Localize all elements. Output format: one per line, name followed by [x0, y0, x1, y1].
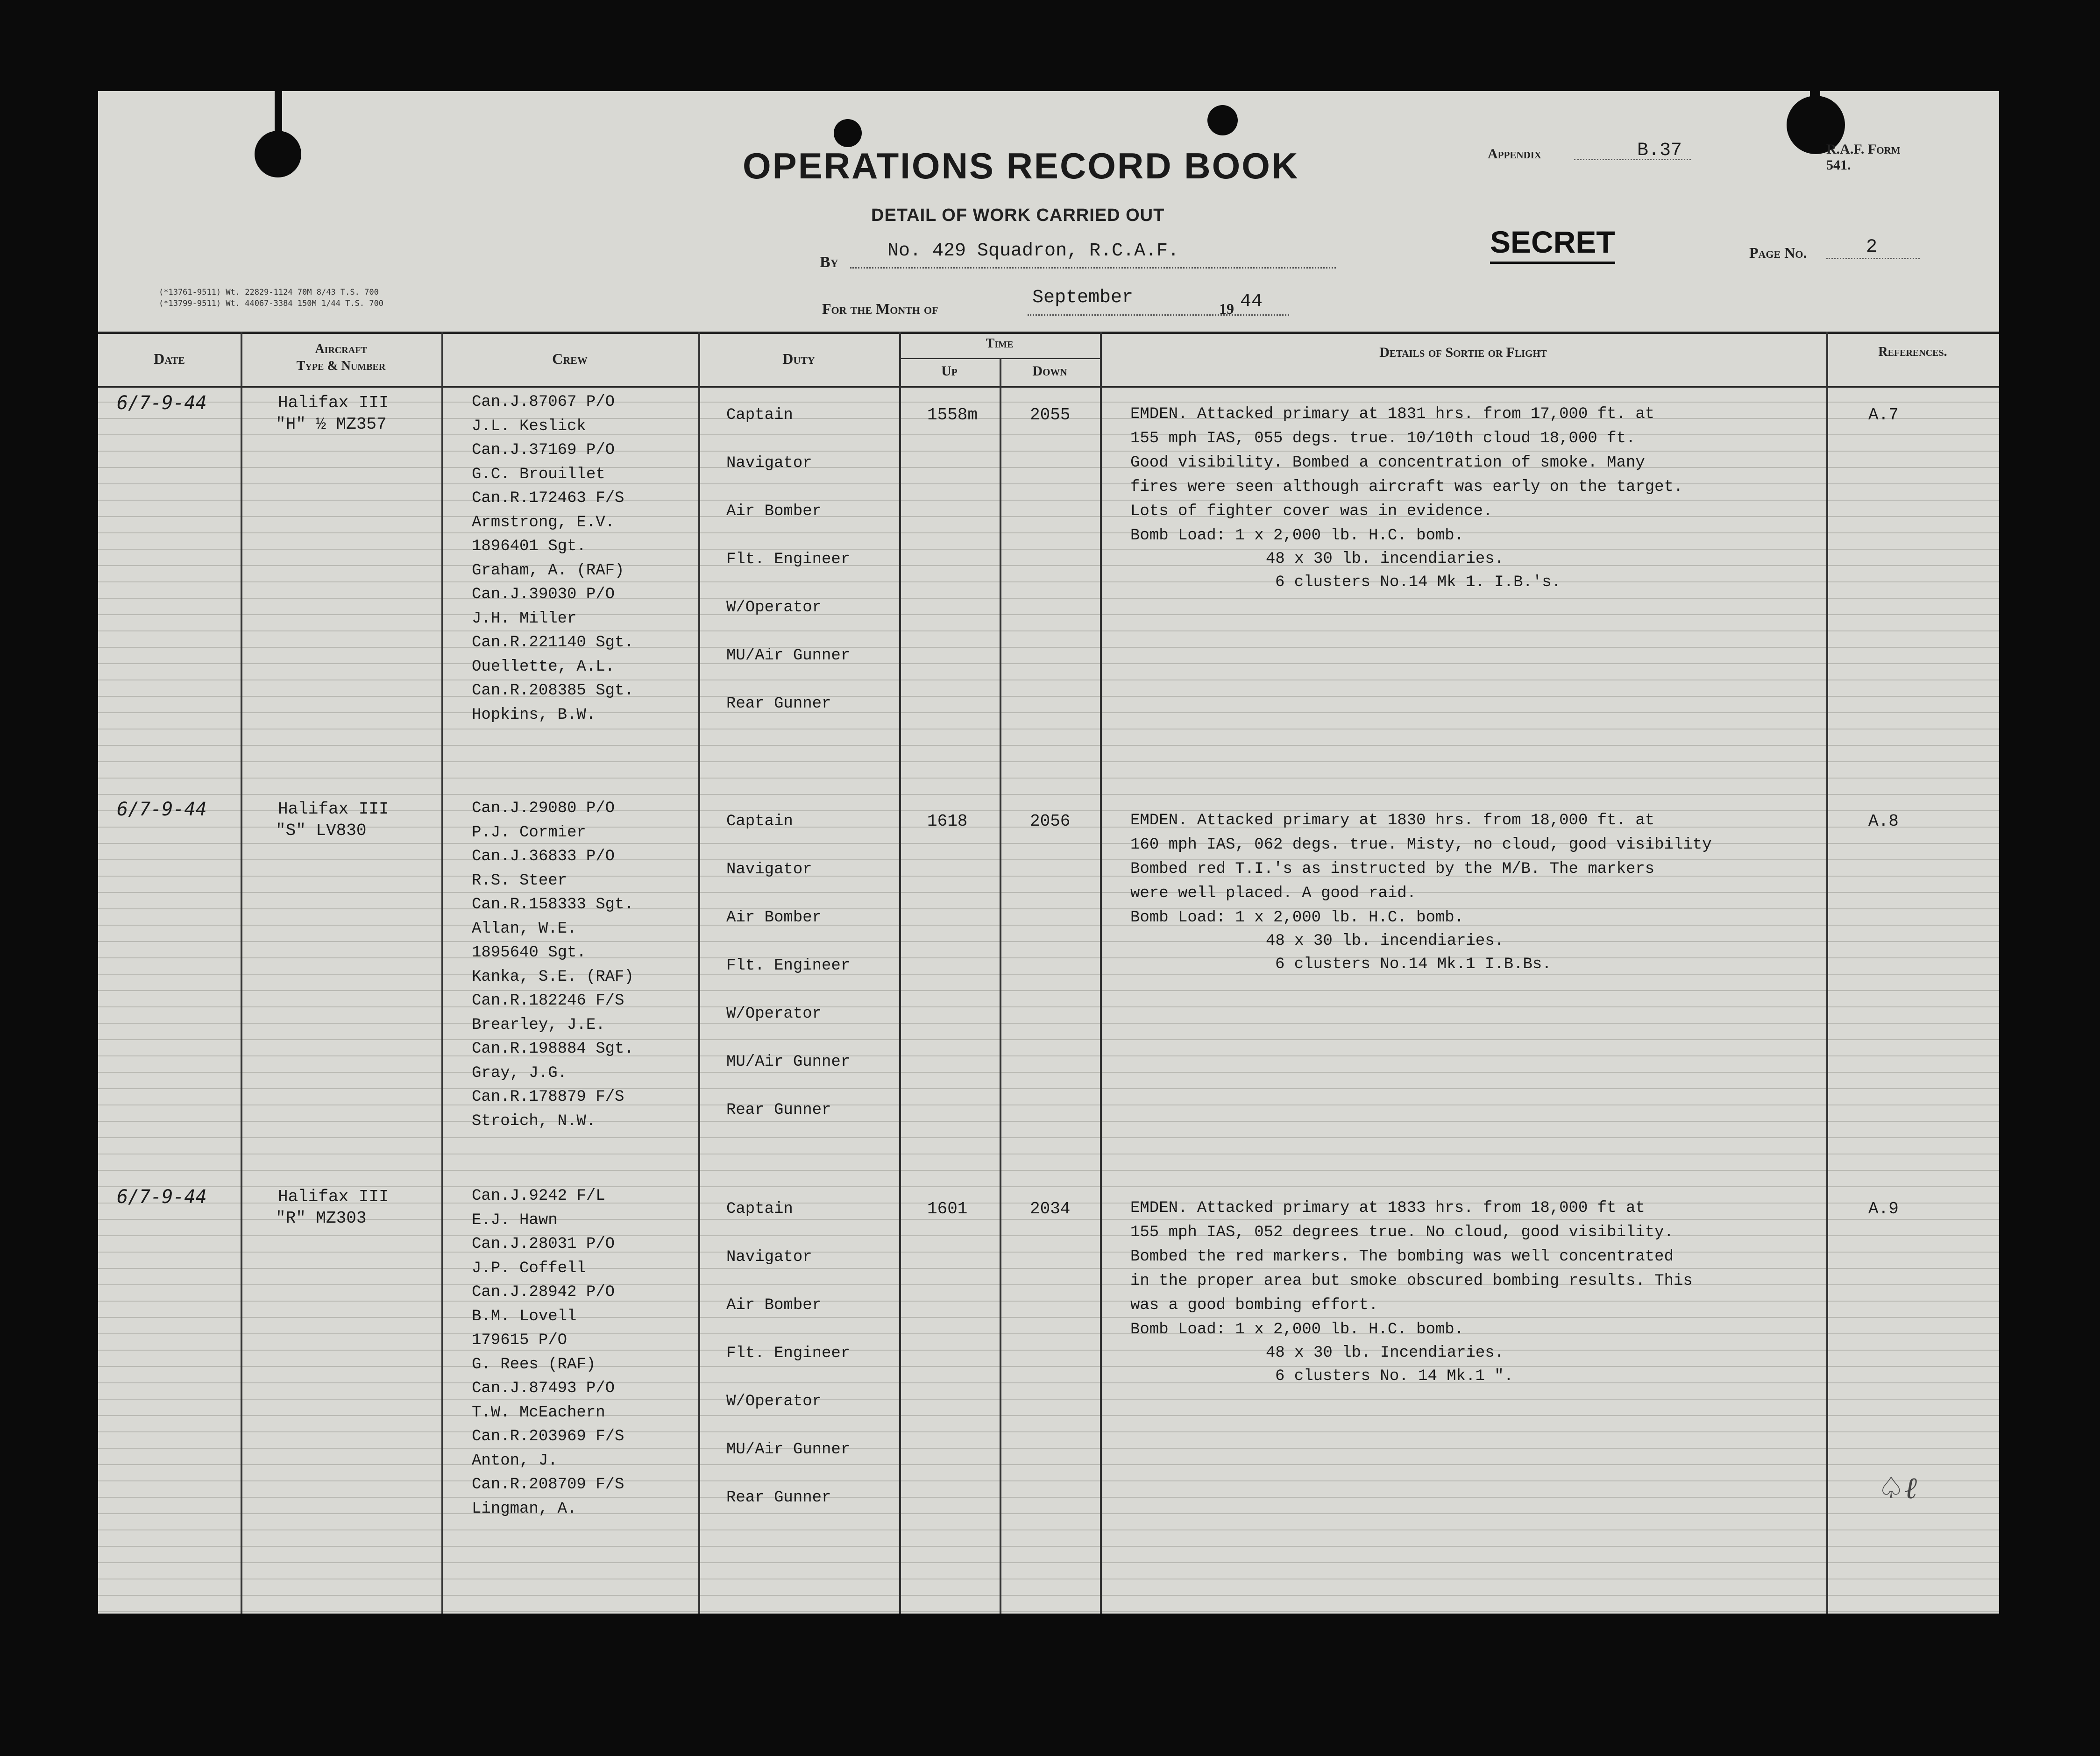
- hole-tab-right: [1810, 89, 1820, 117]
- ruled-line: [98, 1513, 1999, 1514]
- page-no-label: Page No.: [1749, 244, 1807, 261]
- ruled-line: [98, 1088, 1999, 1089]
- ruled-line: [98, 1464, 1999, 1465]
- sortie-detail-line: in the proper area but smoke obscured bombing results. This: [1130, 1272, 1693, 1290]
- col-divider-details: [1100, 332, 1102, 1614]
- crew-line: G.C. Brouillet: [472, 465, 605, 483]
- ruled-line: [98, 1252, 1999, 1253]
- crew-line: R.S. Steer: [472, 871, 568, 890]
- crew-line: Can.J.37169 P/O: [472, 441, 615, 459]
- ruled-line: [98, 598, 1999, 599]
- ruled-line: [98, 1529, 1999, 1530]
- col-divider-time: [1000, 358, 1001, 1614]
- crew-line: 179615 P/O: [472, 1331, 568, 1349]
- sortie-detail-line: Bombed red T.I.'s as instructed by the M/B. The markers: [1130, 860, 1655, 878]
- aircraft-number: "S" LV830: [276, 821, 367, 840]
- crew-line: Anton, J.: [472, 1452, 558, 1470]
- crew-duty: W/Operator: [726, 599, 822, 616]
- crew-duty: Captain: [726, 813, 793, 830]
- sortie-detail-line: EMDEN. Attacked primary at 1831 hrs. from 17,000 ft. at: [1130, 405, 1655, 423]
- sortie-detail-line: was a good bombing effort.: [1130, 1296, 1378, 1314]
- initials-mark: ♤ℓ: [1878, 1471, 1917, 1506]
- sortie-detail-line: were well placed. A good raid.: [1130, 885, 1417, 902]
- crew-line: Can.J.29080 P/O: [472, 800, 615, 817]
- bomb-load-line: 6 clusters No.14 Mk 1. I.B.'s.: [1275, 574, 1561, 591]
- bomb-load-line: Bomb Load: 1 x 2,000 lb. H.C. bomb.: [1130, 909, 1464, 927]
- ruled-line: [98, 1399, 1999, 1400]
- crew-line: Can.J.87067 P/O: [472, 393, 615, 411]
- time-down: 2056: [1030, 812, 1071, 831]
- page-no-value: 2: [1866, 237, 1878, 258]
- ruled-line: [98, 581, 1999, 582]
- bomb-load-line: 48 x 30 lb. incendiaries.: [1266, 550, 1504, 568]
- ruled-line: [98, 859, 1999, 860]
- record-table: [98, 332, 1999, 1614]
- ruled-line: [98, 663, 1999, 664]
- ruled-line: [98, 1415, 1999, 1416]
- print-code-1: (*13761-9511) Wt. 22829-1124 70M 8/43 T.S. 700: [159, 288, 379, 297]
- sortie-detail-line: Bombed the red markers. The bombing was well concentrated: [1130, 1248, 1674, 1266]
- crew-duty: Rear Gunner: [726, 1101, 831, 1119]
- month-dotline: [1028, 314, 1289, 316]
- ruled-line: [98, 1055, 1999, 1056]
- col-divider-aircraft: [441, 332, 443, 1614]
- sortie-detail-line: fires were seen although aircraft was early on the target.: [1130, 478, 1683, 496]
- crew-line: Can.J.9242 F/L: [472, 1187, 605, 1205]
- sortie-detail-line: 160 mph IAS, 062 degs. true. Misty, no cloud, good visibility: [1130, 836, 1712, 854]
- header-date: Date: [154, 350, 185, 367]
- ruled-line: [98, 434, 1999, 435]
- crew-duty: Captain: [726, 406, 793, 424]
- sortie-detail-line: Lots of fighter cover was in evidence.: [1130, 503, 1493, 520]
- page-subtitle: DETAIL OF WORK CARRIED OUT: [871, 205, 1165, 225]
- aircraft-type: Halifax III: [278, 393, 389, 412]
- crew-duty: W/Operator: [726, 1393, 822, 1410]
- crew-line: Can.J.39030 P/O: [472, 586, 615, 603]
- month-value: September: [1032, 287, 1134, 308]
- crew-line: Kanka, S.E. (RAF): [472, 968, 634, 986]
- time-down: 2055: [1030, 405, 1071, 425]
- crew-line: 1895640 Sgt.: [472, 944, 586, 962]
- appendix-value: B.37: [1637, 140, 1682, 161]
- aircraft-number: "H" ½ MZ357: [276, 415, 387, 434]
- ruled-line: [98, 1284, 1999, 1285]
- crew-line: Can.J.28942 P/O: [472, 1283, 615, 1301]
- entry-date: 6/7-9-44: [117, 1186, 207, 1208]
- crew-line: Can.R.203969 F/S: [472, 1428, 624, 1445]
- ruled-line: [98, 1382, 1999, 1383]
- header-bottom-rule: [98, 386, 1999, 388]
- ruled-line: [98, 712, 1999, 713]
- ruled-line: [98, 1366, 1999, 1367]
- crew-duty: Navigator: [726, 454, 812, 472]
- sortie-detail-line: 155 mph IAS, 052 degrees true. No cloud, good visibility.: [1130, 1224, 1674, 1241]
- crew-line: P.J. Cormier: [472, 823, 586, 842]
- ruled-line: [98, 1333, 1999, 1334]
- aircraft-number: "R" MZ303: [276, 1209, 367, 1228]
- sortie-detail-line: Good visibility. Bombed a concentration of smoke. Many: [1130, 454, 1645, 472]
- ruled-line: [98, 500, 1999, 501]
- by-label: By: [820, 254, 839, 271]
- ruled-line: [98, 957, 1999, 958]
- ruled-line: [98, 1121, 1999, 1122]
- crew-line: G. Rees (RAF): [472, 1355, 596, 1374]
- bomb-load-line: Bomb Load: 1 x 2,000 lb. H.C. bomb.: [1130, 1321, 1464, 1338]
- sortie-detail-line: EMDEN. Attacked primary at 1830 hrs. from 18,000 ft. at: [1130, 812, 1655, 829]
- crew-line: Can.J.36833 P/O: [472, 848, 615, 865]
- entry-date: 6/7-9-44: [117, 799, 207, 820]
- year-value: 44: [1240, 291, 1263, 312]
- bomb-load-line: Bomb Load: 1 x 2,000 lb. H.C. bomb.: [1130, 527, 1464, 545]
- ruled-line: [98, 1301, 1999, 1302]
- header-duty: Duty: [782, 350, 815, 367]
- punch-hole-left: [255, 131, 301, 177]
- ruled-line: [98, 1431, 1999, 1432]
- sortie-detail-line: EMDEN. Attacked primary at 1833 hrs. from 18,000 ft at: [1130, 1199, 1645, 1217]
- crew-line: Can.R.182246 F/S: [472, 992, 624, 1010]
- ruled-line: [98, 1480, 1999, 1481]
- ruled-line: [98, 990, 1999, 991]
- ruled-line: [98, 1235, 1999, 1236]
- crew-duty: MU/Air Gunner: [726, 1441, 851, 1459]
- crew-line: Hopkins, B.W.: [472, 706, 596, 724]
- crew-line: Can.R.208385 Sgt.: [472, 682, 634, 700]
- crew-line: Can.R.158333 Sgt.: [472, 896, 634, 913]
- ruled-line: [98, 451, 1999, 452]
- ruled-line: [98, 467, 1999, 468]
- header-references: References.: [1878, 345, 1947, 359]
- crew-line: Ouellette, A.L.: [472, 658, 615, 676]
- crew-line: Gray, J.G.: [472, 1064, 568, 1082]
- ruled-line: [98, 614, 1999, 615]
- crew-line: Can.R.221140 Sgt.: [472, 634, 634, 651]
- ruled-line: [98, 696, 1999, 697]
- header-down: Down: [1032, 363, 1067, 379]
- ruled-line: [98, 1317, 1999, 1318]
- aircraft-type: Halifax III: [278, 800, 389, 819]
- form-id: R.A.F. Form 541.: [1826, 142, 1901, 173]
- bomb-load-line: 6 clusters No.14 Mk.1 I.B.Bs.: [1275, 956, 1552, 973]
- ruled-line: [98, 761, 1999, 762]
- crew-duty: Flt. Engineer: [726, 1345, 851, 1362]
- ruled-line: [98, 892, 1999, 893]
- header-crew: Crew: [552, 350, 588, 367]
- appendix-label: Appendix: [1488, 146, 1541, 162]
- header-aircraft-line2: Type & Number: [296, 359, 386, 373]
- punch-hole-center-right: [1207, 105, 1238, 135]
- crew-duty: Air Bomber: [726, 1296, 822, 1314]
- ruled-line: [98, 532, 1999, 533]
- crew-line: Can.R.198884 Sgt.: [472, 1040, 634, 1058]
- bomb-load-line: 48 x 30 lb. Incendiaries.: [1266, 1344, 1504, 1362]
- by-dotline: [850, 267, 1336, 269]
- page-title: OPERATIONS RECORD BOOK: [743, 145, 1299, 186]
- header-time: Time: [986, 336, 1014, 351]
- crew-duty: Navigator: [726, 861, 812, 878]
- crew-duty: Captain: [726, 1200, 793, 1218]
- ruled-line: [98, 1137, 1999, 1138]
- ruled-line: [98, 1219, 1999, 1220]
- time-up: 1601: [927, 1199, 968, 1218]
- entry-date: 6/7-9-44: [117, 392, 207, 414]
- aircraft-type: Halifax III: [278, 1187, 389, 1206]
- ruled-line: [98, 516, 1999, 517]
- crew-line: Stroich, N.W.: [472, 1112, 596, 1130]
- header-details: Details of Sortie or Flight: [1379, 345, 1547, 360]
- ruled-line: [98, 925, 1999, 926]
- ruled-line: [98, 876, 1999, 877]
- ruled-line: [98, 1595, 1999, 1596]
- ruled-line: [98, 1350, 1999, 1351]
- ruled-line: [98, 483, 1999, 484]
- ruled-line: [98, 908, 1999, 909]
- ruled-line: [98, 1546, 1999, 1547]
- ruled-line: [98, 1448, 1999, 1449]
- ruled-line: [98, 1006, 1999, 1007]
- crew-line: J.L. Keslick: [472, 417, 586, 435]
- crew-duty: Rear Gunner: [726, 1489, 831, 1507]
- page-no-dotline: [1826, 258, 1920, 259]
- reference-value: A.9: [1868, 1199, 1899, 1218]
- ruled-line: [98, 1611, 1999, 1612]
- crew-line: T.W. McEachern: [472, 1403, 605, 1422]
- crew-line: Can.J.87493 P/O: [472, 1380, 615, 1397]
- crew-line: Lingman, A.: [472, 1500, 577, 1518]
- bomb-load-line: 48 x 30 lb. incendiaries.: [1266, 932, 1504, 950]
- crew-duty: Navigator: [726, 1248, 812, 1266]
- ruled-line: [98, 647, 1999, 648]
- crew-duty: Air Bomber: [726, 909, 822, 927]
- crew-line: Can.R.208709 F/S: [472, 1476, 624, 1494]
- sortie-detail-line: 155 mph IAS, 055 degs. true. 10/10th cloud 18,000 ft.: [1130, 430, 1636, 447]
- crew-line: 1896401 Sgt.: [472, 538, 586, 555]
- secret-stamp: SECRET: [1490, 224, 1615, 264]
- ruled-line: [98, 1562, 1999, 1563]
- reference-value: A.7: [1868, 405, 1899, 425]
- table-top-rule: [98, 332, 1999, 334]
- crew-duty: MU/Air Gunner: [726, 1053, 851, 1071]
- header-up: Up: [941, 363, 958, 379]
- col-divider-date: [241, 332, 242, 1614]
- reference-value: A.8: [1868, 812, 1899, 831]
- record-sheet: [98, 91, 1999, 1614]
- crew-line: E.J. Hawn: [472, 1211, 558, 1229]
- ruled-line: [98, 778, 1999, 779]
- ruled-line: [98, 941, 1999, 942]
- ruled-line: [98, 549, 1999, 550]
- crew-duty: Air Bomber: [726, 503, 822, 520]
- crew-duty: MU/Air Gunner: [726, 647, 851, 665]
- crew-duty: Rear Gunner: [726, 695, 831, 713]
- col-divider-refs: [1826, 332, 1828, 1614]
- crew-line: Graham, A. (RAF): [472, 561, 624, 580]
- ruled-line: [98, 1497, 1999, 1498]
- col-divider-crew: [698, 332, 700, 1614]
- crew-line: Brearley, J.E.: [472, 1016, 605, 1034]
- ruled-line: [98, 794, 1999, 795]
- squadron-value: No. 429 Squadron, R.C.A.F.: [887, 241, 1179, 262]
- crew-line: J.H. Miller: [472, 609, 577, 628]
- ruled-line: [98, 843, 1999, 844]
- time-down: 2034: [1030, 1199, 1071, 1218]
- col-divider-duty: [899, 332, 901, 1614]
- ruled-line: [98, 745, 1999, 746]
- month-label: For the Month of: [822, 300, 938, 317]
- time-up: 1558m: [927, 405, 978, 425]
- crew-duty: W/Operator: [726, 1005, 822, 1023]
- crew-line: Can.R.172463 F/S: [472, 489, 624, 507]
- ruled-line: [98, 565, 1999, 566]
- crew-line: Allan, W.E.: [472, 920, 577, 938]
- crew-line: B.M. Lovell: [472, 1307, 577, 1325]
- time-up: 1618: [927, 812, 968, 831]
- ruled-line: [98, 1170, 1999, 1171]
- ruled-line: [98, 630, 1999, 631]
- bomb-load-line: 6 clusters No. 14 Mk.1 ".: [1275, 1367, 1514, 1385]
- crew-duty: Flt. Engineer: [726, 551, 851, 568]
- crew-line: Can.J.28031 P/O: [472, 1235, 615, 1253]
- header-aircraft-line1: Aircraft: [315, 342, 367, 356]
- crew-line: Can.R.178879 F/S: [472, 1088, 624, 1106]
- crew-duty: Flt. Engineer: [726, 957, 851, 975]
- ruled-line: [98, 974, 1999, 975]
- year-prefix: 19: [1219, 300, 1234, 317]
- ruled-line: [98, 1023, 1999, 1024]
- print-code-2: (*13799-9511) Wt. 44067-3384 150M 1/44 T.S. 700: [159, 299, 384, 308]
- crew-line: Armstrong, E.V.: [472, 513, 615, 531]
- ruled-line: [98, 1072, 1999, 1073]
- ruled-line: [98, 1268, 1999, 1269]
- punch-hole-center-left: [834, 119, 862, 147]
- hole-tab-left: [275, 91, 282, 138]
- crew-line: J.P. Coffell: [472, 1259, 586, 1277]
- ruled-line: [98, 1039, 1999, 1040]
